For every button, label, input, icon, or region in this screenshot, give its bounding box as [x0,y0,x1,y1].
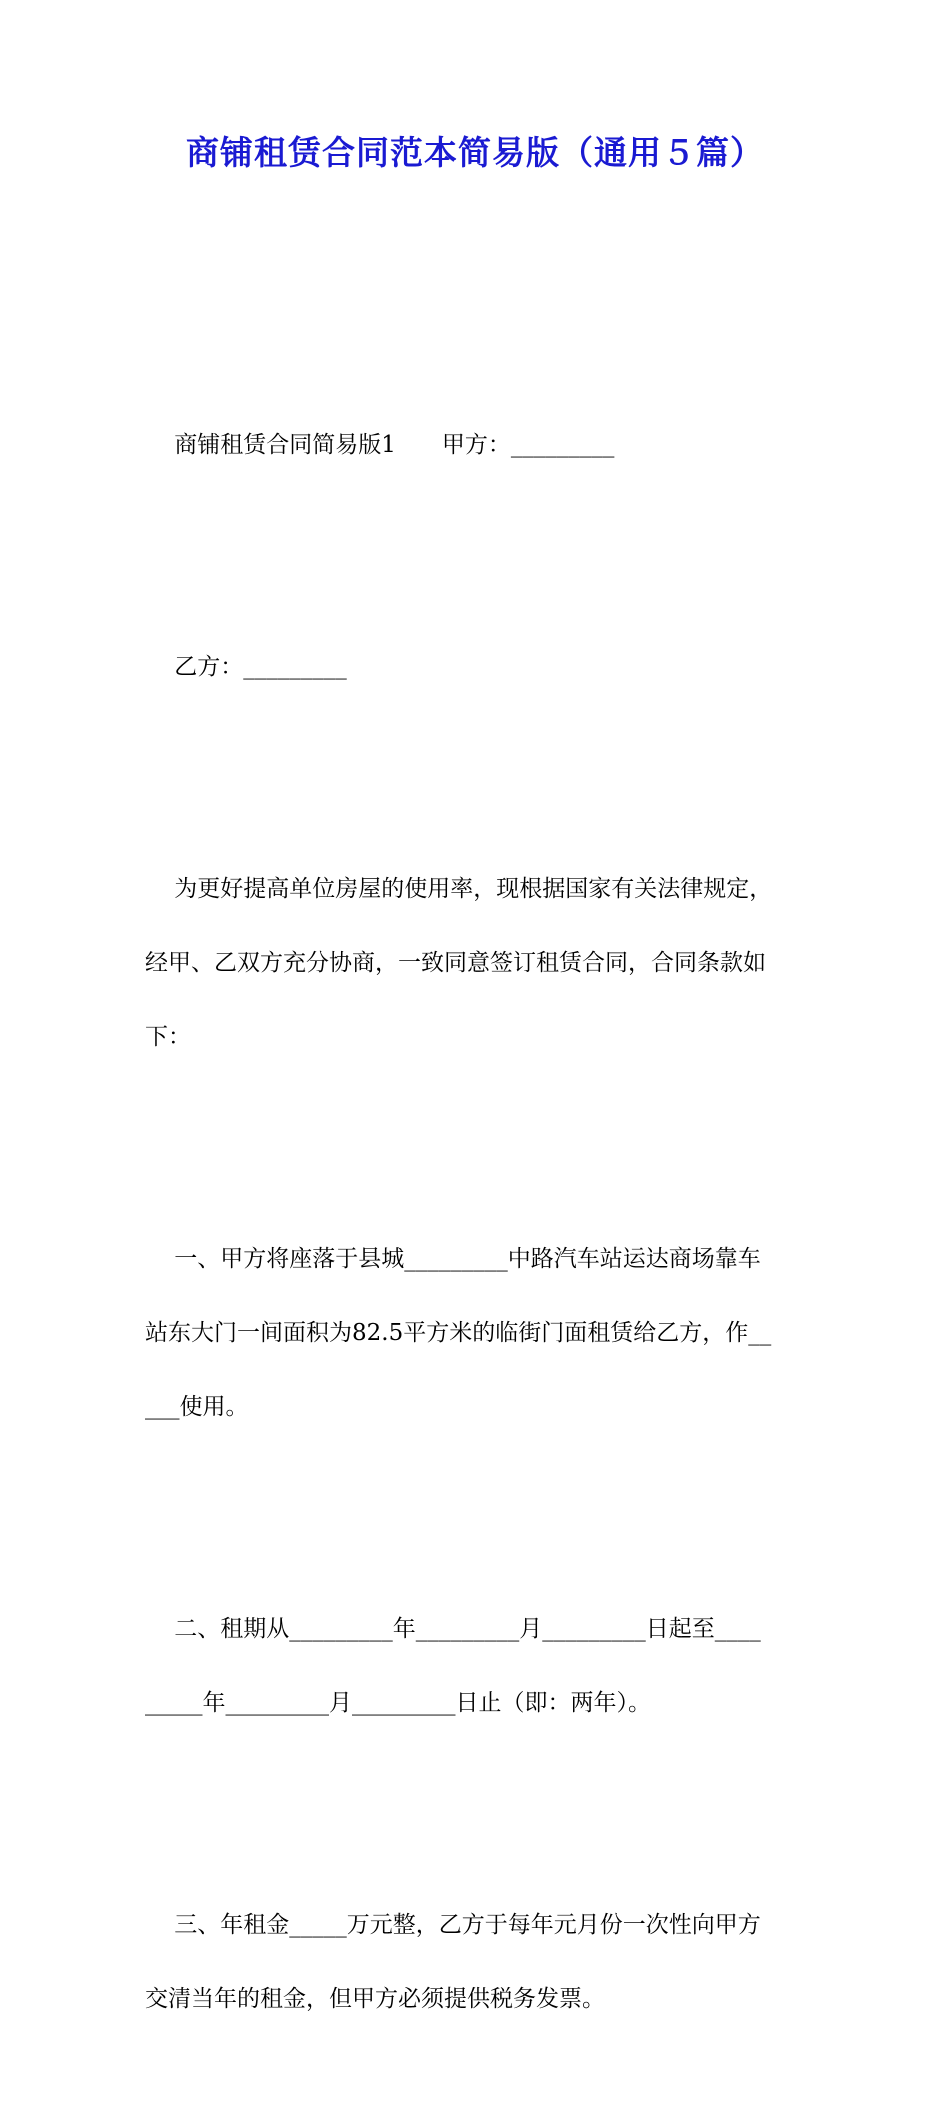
clause-3 [145,1814,815,2110]
paragraph-line: 二、租期从_________年_________月_________日起至____ [174,1616,761,1642]
document-title: 商铺租赁合同范本简易版（通用５篇） [186,133,764,172]
paragraph-line: 一、甲方将座落于县城_________中路汽车站运达商场靠车 [174,1246,761,1272]
clause-2 [145,1518,815,1814]
paragraph-preamble [145,778,815,1148]
paragraph-line: _____年_________月_________日止（即：两年）。 [145,1690,651,1716]
paragraph-line: 三、年租金_____万元整，乙方于每年元月份一次性向甲方 [174,1912,761,1938]
paragraph-parties-a [145,334,815,556]
paragraph-line: 站东大门一间面积为82.5平方米的临街门面租赁给乙方，作__ [145,1320,772,1346]
paragraph-line: ___使用。 [145,1394,249,1420]
paragraph-line: 经甲、乙双方充分协商，一致同意签订租赁合同，合同条款如 [145,950,766,976]
paragraph-parties-b [145,556,815,778]
contract-body [145,334,815,2110]
paragraph-line: 乙方：_________ [174,654,347,680]
paragraph-line: 商铺租赁合同简易版1 甲方：_________ [174,432,615,458]
paragraph-line: 下： [145,1024,191,1050]
clause-1 [145,1148,815,1518]
paragraph-line: 为更好提高单位房屋的使用率，现根据国家有关法律规定， [174,876,773,902]
paragraph-line: 交清当年的租金，但甲方必须提供税务发票。 [145,1986,605,2012]
